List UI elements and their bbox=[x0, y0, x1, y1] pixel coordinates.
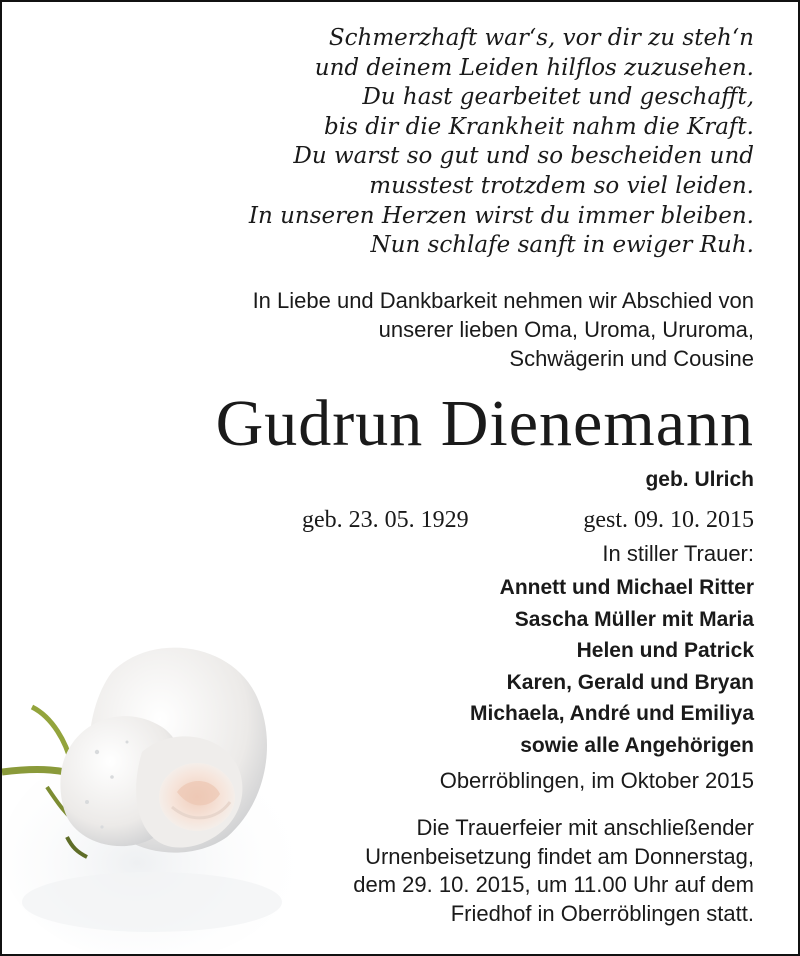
intro-line: unserer lieben Oma, Uroma, Ururoma, bbox=[378, 317, 754, 342]
mourners-list bbox=[470, 572, 754, 761]
poem-line: In unseren Herzen wirst du immer bleiben. bbox=[248, 202, 754, 229]
mourning-label: In stiller Trauer: bbox=[602, 541, 754, 566]
ceremony-line: Die Trauerfeier mit anschließender bbox=[416, 815, 754, 840]
ceremony-line: Urnenbeisetzung findet am Donnerstag, bbox=[365, 843, 754, 869]
ceremony-info bbox=[353, 814, 754, 928]
poem-line: Du hast gearbeitet und geschafft, bbox=[362, 84, 754, 111]
poem-line: und deinem Leiden hilflos zuzusehen. bbox=[314, 54, 754, 81]
birth-date: geb. 23. 05. 1929 bbox=[302, 507, 469, 533]
white-rose-image bbox=[2, 602, 302, 956]
mourner-entry: Helen und Patrick bbox=[576, 639, 754, 662]
poem-line: Nun schlafe sanft in ewiger Ruh. bbox=[370, 232, 754, 259]
mourner-entry: Michaela, André und Emiliya bbox=[470, 702, 754, 725]
mourner-entry: sowie alle Angehörigen bbox=[520, 733, 754, 757]
poem-line: bis dir die Krankheit nahm die Kraft. bbox=[324, 113, 754, 140]
death-date: gest. 09. 10. 2015 bbox=[583, 507, 754, 533]
intro-line: In Liebe und Dankbarkeit nehmen wir Abschied von bbox=[252, 288, 754, 313]
deceased-name: Gudrun Dienemann bbox=[215, 387, 754, 460]
place-and-date: Oberröblingen, im Oktober 2015 bbox=[439, 768, 754, 793]
farewell-intro bbox=[34, 286, 754, 373]
mourner-entry: Karen, Gerald und Bryan bbox=[506, 670, 754, 694]
mourner-entry: Annett und Michael Ritter bbox=[499, 576, 754, 599]
poem-line: musstest trotzdem so viel leiden. bbox=[369, 172, 754, 199]
poem-line: Schmerzhaft war‘s, vor dir zu steh‘n bbox=[328, 25, 754, 51]
maiden-name: geb. Ulrich bbox=[645, 468, 754, 491]
ceremony-line: dem 29. 10. 2015, um 11.00 Uhr auf dem bbox=[353, 872, 754, 897]
mourner-entry: Sascha Müller mit Maria bbox=[514, 607, 754, 631]
ceremony-line: Friedhof in Oberröblingen statt. bbox=[450, 900, 754, 926]
memorial-poem bbox=[34, 24, 754, 261]
intro-line: Schwägerin und Cousine bbox=[509, 346, 754, 371]
poem-line: Du warst so gut und so bescheiden und bbox=[293, 143, 754, 170]
